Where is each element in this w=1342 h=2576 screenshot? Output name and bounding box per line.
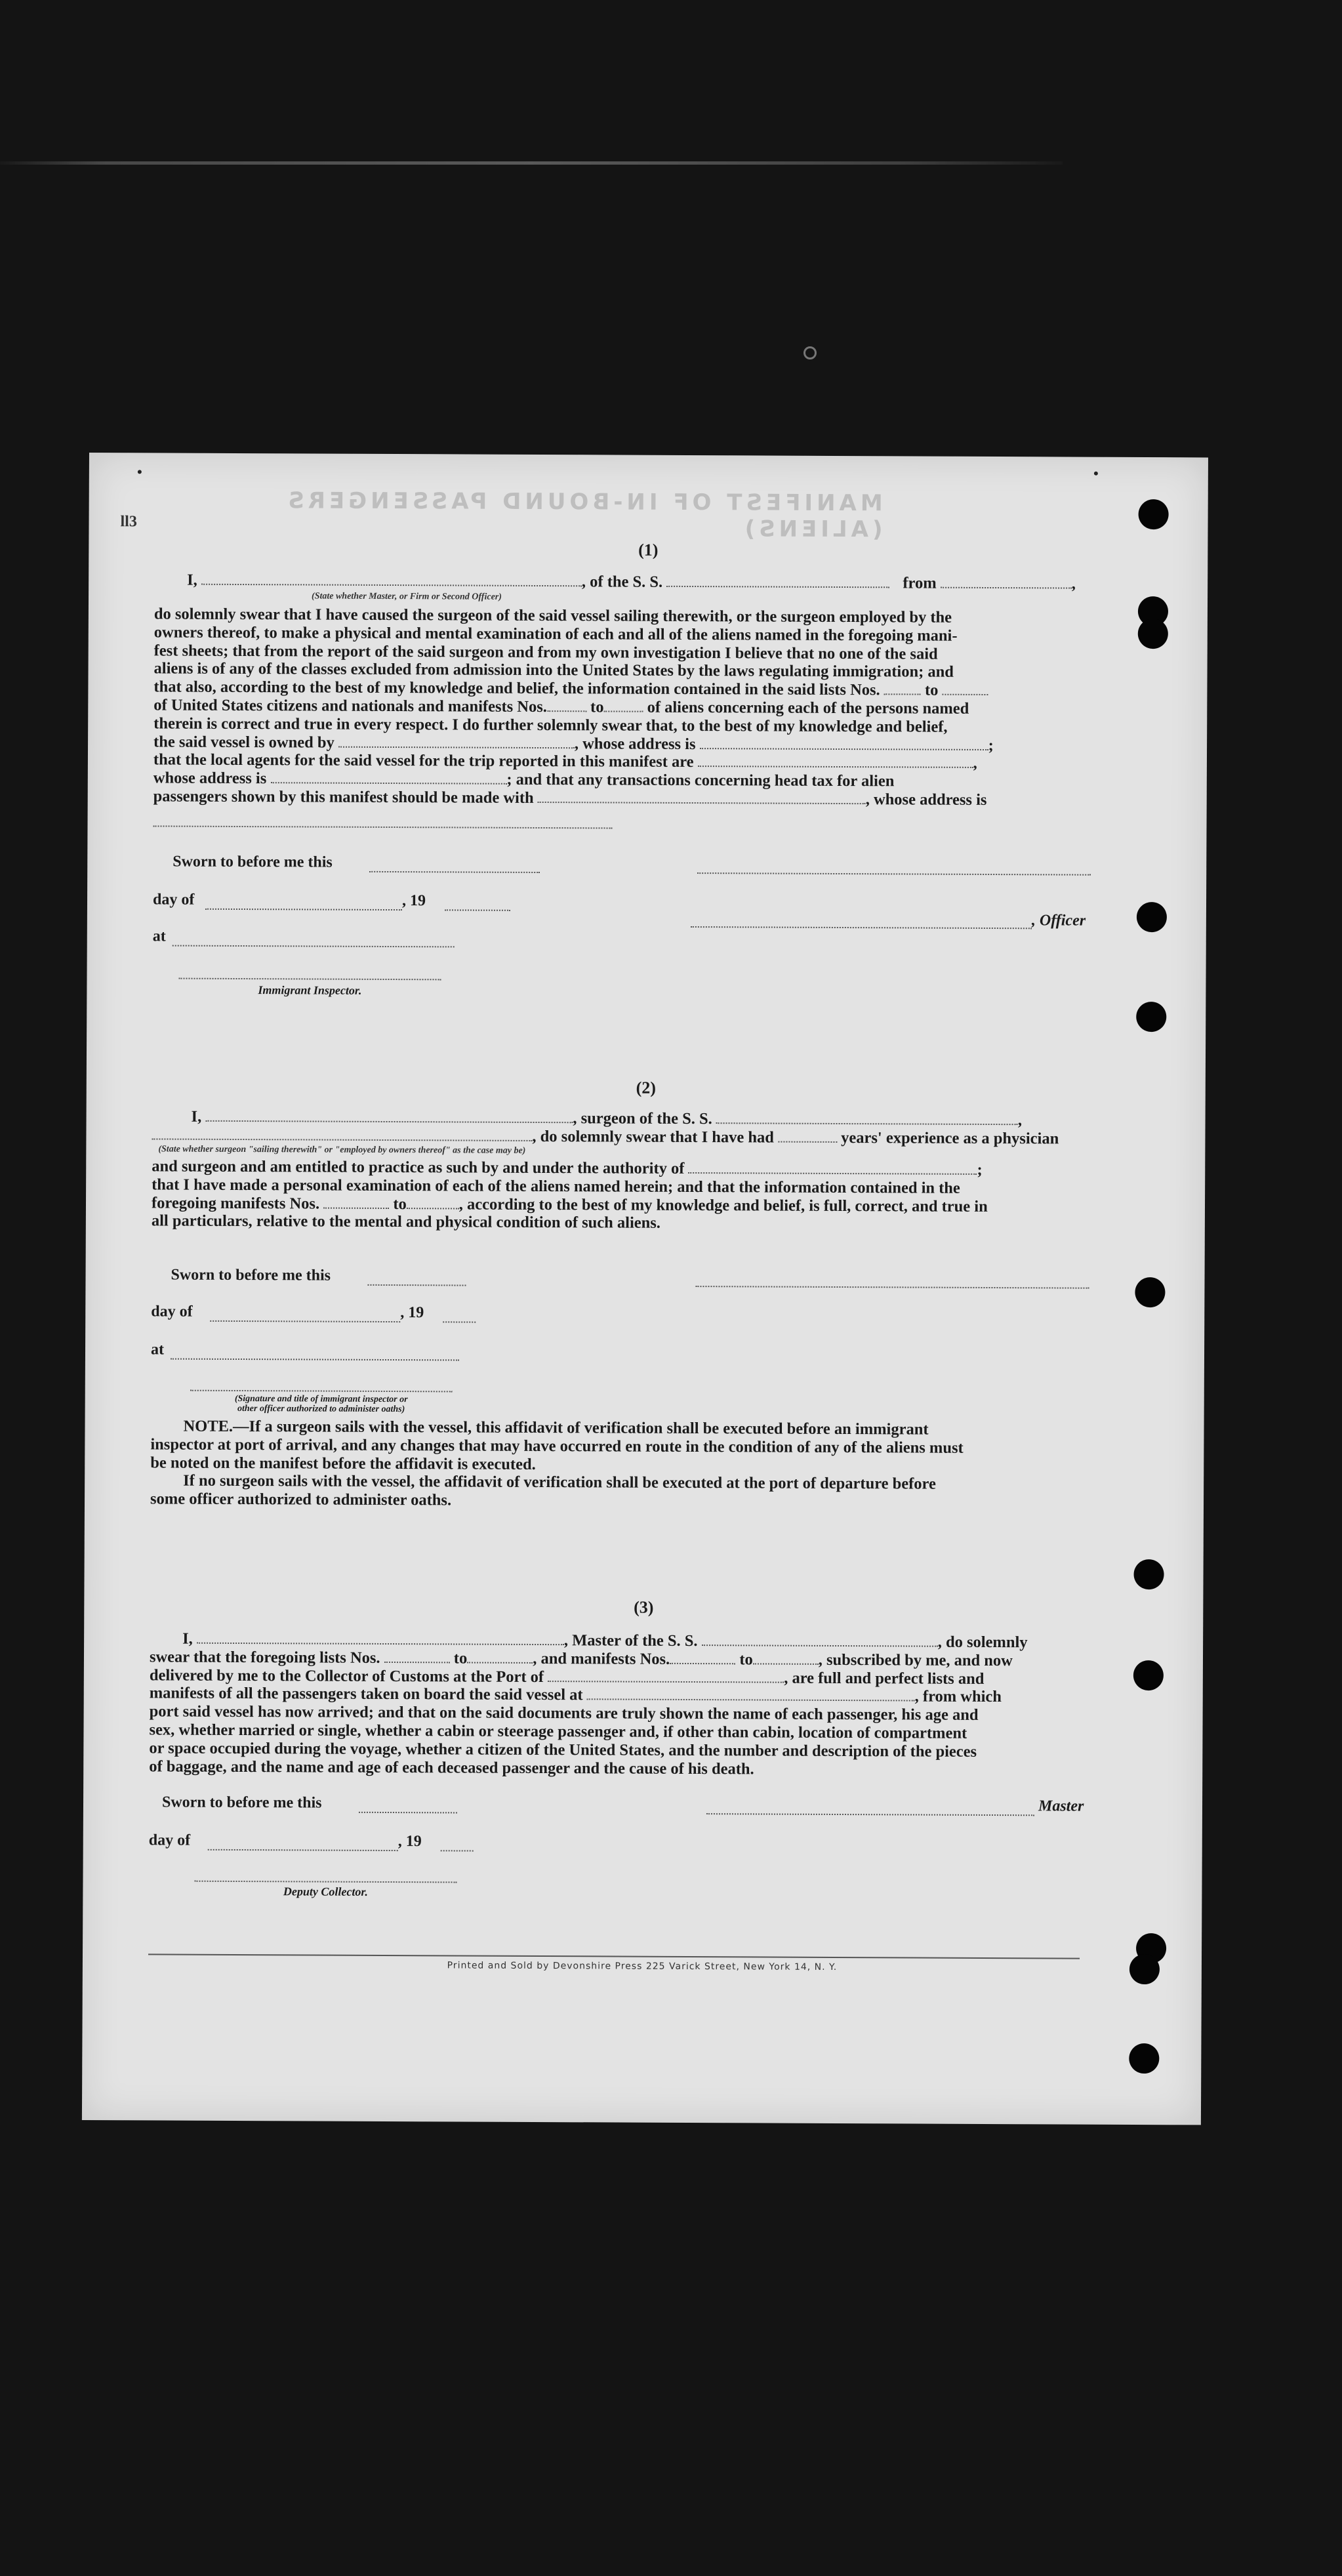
s2-note: NOTE.—If a surgeon sails with the vessel, this affidavit of verification shall be executed before an immigrant inspector at port of arrival, and any changes that may have occurred en route in the condition of any of the aliens must be noted on the manifest before the affidavit is executed. If no surgeon sails with the vessel, the affidavit of verification shall be executed at the port of departure before some officer authorized to administer oaths.	[150, 1417, 964, 1509]
s1-sworn-label: Sworn to before me this	[173, 853, 333, 871]
s1-signature-blank	[697, 872, 1091, 876]
s2-signature-blank	[695, 1286, 1089, 1289]
s3-deputy-label: Deputy Collector.	[283, 1885, 368, 1898]
punch-hole	[1137, 902, 1167, 932]
s3-day-label: day of	[148, 1831, 191, 1849]
scan-speck	[138, 470, 142, 474]
s1-cont-line	[153, 825, 613, 828]
punch-hole	[1133, 1559, 1164, 1589]
punch-hole	[1129, 2043, 1159, 2074]
s2-year-label: , 19	[400, 1304, 424, 1322]
s2-line2: , do solemnly swear that I have had years' experience as a physician	[152, 1126, 1089, 1148]
s1-officer-blank	[691, 926, 1032, 929]
s2-sworn-label: Sworn to before me this	[171, 1266, 331, 1284]
s2-day-blank	[210, 1320, 400, 1322]
s1-inspector-blank	[178, 978, 441, 981]
s2-year-blank	[443, 1321, 476, 1322]
s3-body: I, , Master of the S. S. , do solemnly swear that the foregoing lists Nos. to , and manifests Nos. to , subscribed by me, and now delivered by me to the Collector of Customs at the Port of , are full and perfect lists and manifests of all the passengers taken on board the said vessel at , from which port said vessel has now arrived; and that on the said documents are truly shown the name of each passenger, his age and sex, whether married or single, whether a cabin or steerage passenger and, if other than cabin, location of compartment or space occupied during the voyage, whether a citizen of the United States, and the number and description of the pieces of baggage, and the name and age of each deceased passenger and the cause of his death.	[149, 1629, 1028, 1778]
s2-line1: I, , surgeon of the S. S. ,	[191, 1107, 1023, 1130]
margin-mark: ll3	[120, 513, 137, 531]
s1-sworn-blank	[369, 871, 540, 873]
s1-day-label: day of	[152, 891, 195, 909]
s1-at-label: at	[152, 928, 166, 945]
s3-master-blank	[706, 1813, 1034, 1816]
s1-day-blank	[205, 909, 402, 910]
s1-year-blank	[445, 909, 510, 910]
s1-body: do solemnly swear that I have caused the surgeon of the said vessel sailing therewith, or the surgeon employed by the owners thereof, to make a physical and mental examination of each and all of the aliens named in the foregoing mani- fest sheets; that from the report of the said surgeon and from my own investigation I believe that no one of the said aliens is of any of the classes excluded from admission into the United States by the laws regulating immigration; and that also, according to the best of my knowledge and belief, the information contained in the said lists Nos. to of United States citizens and nationals and manifests Nos. to of aliens concerning each of the persons named therein is correct and true in every respect. I do further solemnly swear that, to the best of my knowledge and belief, the said vessel is owned by , whose address is ; that the local agents for the said vessel for the trip reported in this manifest are , whose address is ; and that any transactions concerning head tax for alien passengers shown by this manifest should be made with , whose address is	[153, 605, 994, 809]
footer-rule	[148, 1953, 1080, 1959]
s1-subnote: (State whether Master, or Firm or Second Officer)	[312, 591, 502, 602]
s1-line1: I, , of the S. S. from ,	[187, 571, 1076, 593]
s2-sig-label: (Signature and title of immigrant inspector or other officer authorized to administer oaths)	[234, 1393, 408, 1415]
s3-master-label: Master	[1038, 1797, 1084, 1815]
s3-sworn-label: Sworn to before me this	[161, 1793, 322, 1812]
s3-year-label: , 19	[397, 1833, 422, 1850]
s1-year-label: , 19	[401, 892, 426, 910]
section-number: (1)	[638, 540, 659, 560]
s1-at-blank	[173, 945, 455, 948]
punch-hole	[1136, 1002, 1166, 1032]
s2-at-label: at	[150, 1341, 165, 1359]
punch-hole	[1133, 1660, 1164, 1690]
scan-artifact-line	[0, 161, 1063, 165]
s3-deputy-blank	[194, 1881, 457, 1883]
document-page	[82, 453, 1208, 2125]
s3-year-blank	[441, 1850, 474, 1851]
scan-speck	[1094, 472, 1098, 476]
s2-day-label: day of	[151, 1303, 193, 1320]
bleed-through-text: MANIFEST OF IN-BOUND PASSENGERS (ALIENS)	[284, 487, 883, 543]
punch-hole	[1135, 1277, 1165, 1307]
section-number: (2)	[636, 1078, 657, 1097]
s1-inspector-label: Immigrant Inspector.	[258, 983, 362, 997]
s2-subnote: (State whether surgeon "sailing therewith" or "employed by owners thereof" as the case may be)	[158, 1144, 526, 1156]
s1-officer-label: , Officer	[1031, 912, 1086, 930]
s3-day-blank	[208, 1849, 398, 1851]
s2-at-blank	[171, 1359, 459, 1361]
s2-body: and surgeon and am entitled to practice as such by and under the authority of ; that I have made a personal examination of each of the aliens named herein; and that the information contained in the foregoing manifests Nos. to , according to the best of my knowledge and belief, is full, correct, and true in all particulars, relative to the mental and physical condition of such aliens.	[151, 1157, 988, 1233]
printer-imprint: Printed and Sold by Devonshire Press 225 Varick Street, New York 14, N. Y.	[447, 1960, 838, 1973]
s2-sig-blank	[190, 1390, 453, 1393]
section-number: (3)	[634, 1597, 654, 1617]
scan-artifact-dot	[803, 346, 817, 359]
s3-sworn-blank	[359, 1812, 457, 1814]
punch-hole	[1138, 619, 1168, 649]
s2-sworn-blank	[367, 1284, 466, 1286]
punch-hole	[1139, 499, 1169, 529]
